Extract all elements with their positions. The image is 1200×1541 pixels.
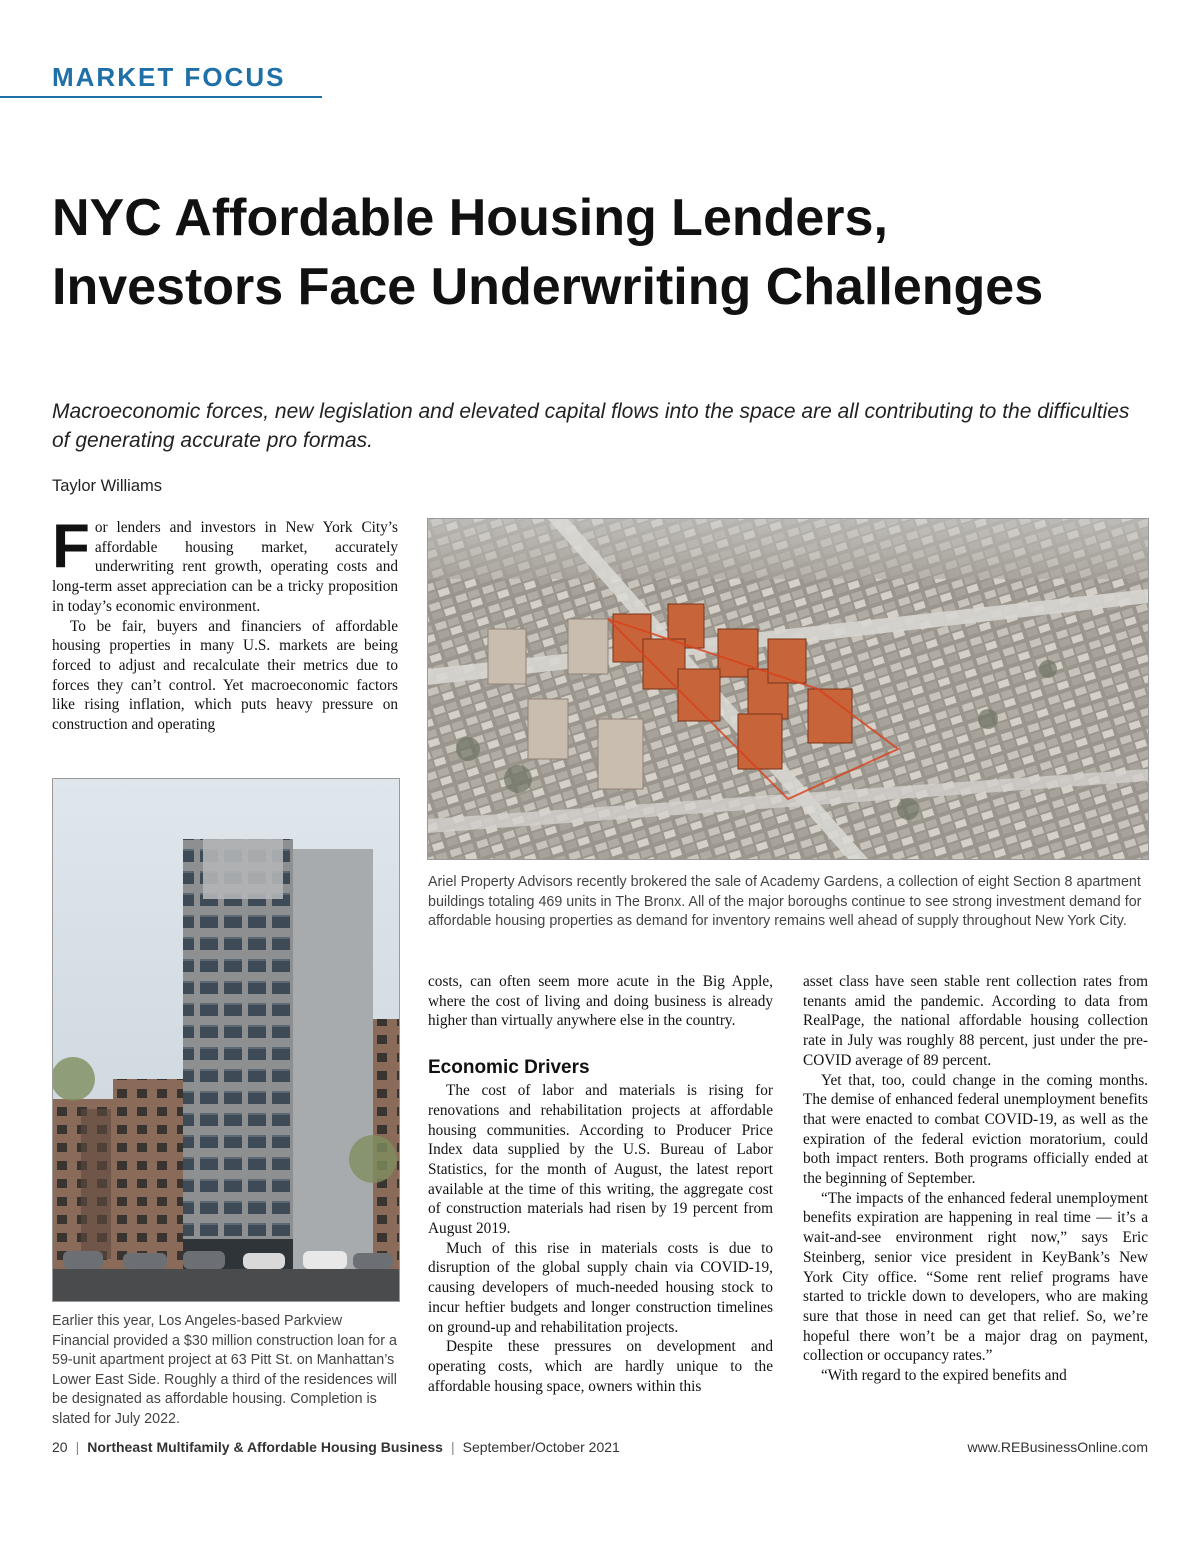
aerial-photo-illustration — [428, 519, 1148, 859]
body-column-1 — [52, 512, 398, 735]
byline: Taylor Williams — [52, 477, 163, 495]
subhead: Economic Drivers — [428, 1057, 590, 1079]
footer-left — [52, 1439, 620, 1455]
section-label: MARKET FOCUS — [52, 62, 286, 92]
aerial-photo — [427, 518, 1149, 860]
body-paragraph: “With regard to the expired benefits and — [821, 1367, 1067, 1385]
body-column-2 — [428, 972, 773, 1396]
tower-rendering-photo — [52, 778, 400, 1302]
headline: NYC Affordable Housing Lenders, Investors Face Underwriting Challenges — [52, 189, 1044, 316]
body-column-3 — [803, 972, 1148, 1386]
page-number: 20 — [52, 1439, 68, 1455]
tower-rendering-illustration — [53, 779, 399, 1301]
website-link[interactable]: www.REBusinessOnline.com — [967, 1439, 1148, 1455]
publication-name: Northeast Multifamily & Affordable Housing Business — [87, 1439, 443, 1455]
deck: Macroeconomic forces, new legislation and elevated capital flows into the space are all contributing to the difficulties of generating accurate pro formas. — [52, 400, 1130, 452]
footer-separator: | — [450, 1439, 455, 1455]
footer-separator: | — [75, 1439, 80, 1455]
aerial-photo-caption: Ariel Property Advisors recently brokered the sale of Academy Gardens, a collection of eight Section 8 apartment buildings totaling 469 units in The Bronx. All of the major boroughs continue to see strong investment demand for affordable housing properties as demand for inventory remains well ahead of supply throughout New York City. — [428, 874, 1142, 929]
section-rule — [0, 96, 322, 98]
body-paragraph: For lenders and investors in New York City’s affordable housing market, accurately underwriting rent growth, operating costs and long-term asset appreciation can be a tricky proposition in today’s economic environment. — [52, 512, 398, 615]
body-paragraph: Yet that, too, could change in the coming months. The demise of enhanced federal unemployment benefits that were enacted to combat COVID-19, as well as the expiration of the federal eviction moratorium, could both impact renters. Both programs officially ended at the beginning of September. — [803, 1071, 1148, 1188]
body-paragraph: To be fair, buyers and financiers of affordable housing properties in many U.S. markets are being forced to adjust and recalculate their metrics due to forces they can’t control. Yet macroeconomic factors like rising inflation, which puts heavy pressure on construction and operating — [52, 617, 398, 734]
body-paragraph: asset class have seen stable rent collection rates from tenants amid the pandemic. According to data from RealPage, the national affordable housing collection rate in July was roughly 88 percent, just under the pre-COVID average of 89 percent. — [803, 973, 1148, 1069]
tower-photo-caption: Earlier this year, Los Angeles-based Parkview Financial provided a $30 million construction loan for a 59-unit apartment project at 63 Pitt St. on Manhattan’s Lower East Side. Roughly a third of the residences will be designated as affordable housing. Completion is slated for July 2022. — [52, 1313, 397, 1427]
body-paragraph: Despite these pressures on development and operating costs, which are hardly unique to the affordable housing space, owners within this — [428, 1338, 773, 1395]
drop-cap: F — [52, 512, 90, 581]
issue-date: September/October 2021 — [462, 1439, 620, 1455]
body-paragraph: costs, can often seem more acute in the Big Apple, where the cost of living and doing business is already higher than virtually anywhere else in the country. — [428, 973, 773, 1030]
body-paragraph: “The impacts of the enhanced federal unemployment benefits expiration are happening in real time — it’s a wait-and-see environment right now,” says Eric Steinberg, senior vice president in KeyBank’s New York City office. “Some rent relief programs have started to trickle down to developers, who are making sure that those in need can get that relief. So, we’re hopeful there won’t be a major drag on payment, collection or occupancy rates.” — [803, 1189, 1148, 1365]
page-footer — [52, 1439, 1148, 1461]
body-paragraph: The cost of labor and materials is rising for renovations and rehabilitation projects at affordable housing communities. According to Producer Price Index data supplied by the U.S. Bureau of Labor Statistics, for the month of August, the latest report available at the time of this writing, the aggregate cost of construction materials had risen by 19 percent from August 2019. — [428, 1082, 773, 1238]
body-paragraph: Much of this rise in materials costs is due to disruption of the global supply chain via COVID-19, causing developers of much-needed housing stock to incur heftier budgets and longer construction timelines on ground-up and rehabilitation projects. — [428, 1239, 773, 1336]
